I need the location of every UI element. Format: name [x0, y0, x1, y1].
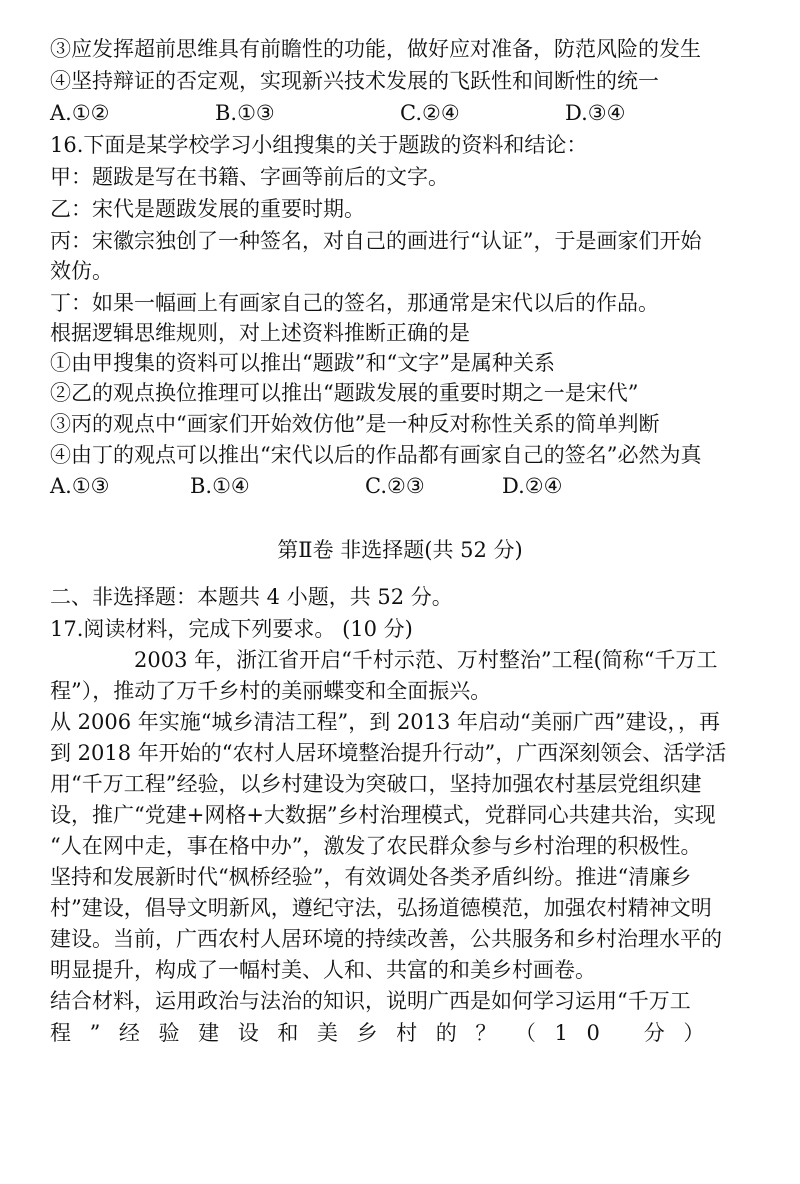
- q17-body-line: 设，推广“党建+网格+大数据”乡村治理模式，党群同心共建共治，实现: [50, 803, 716, 827]
- q17-body-line: 坚持和发展新时代“枫桥经验”，有效调处各类矛盾纠纷。推进“清廉乡: [50, 865, 692, 889]
- q15-item-3: ③应发挥超前思维具有前瞻性的功能，做好应对准备，防范风险的发生: [50, 37, 701, 61]
- q17-task-line2: 程”经验建设和美乡村的？（10 分）: [50, 1021, 723, 1045]
- q16-option-c: C.②③: [365, 474, 425, 498]
- q17-body-line: 建设。当前，广西农村人居环境的持续改善，公共服务和乡村治理水平的: [50, 927, 722, 951]
- q16-question: 根据逻辑思维规则，对上述资料推断正确的是: [50, 321, 470, 345]
- q17-body-line: 用“千万工程”经验，以乡村建设为突破口，坚持加强农村基层党组织建: [50, 772, 702, 796]
- q17-body-line: “人在网中走，事在格中办”，激发了农民群众参与乡村治理的积极性。: [50, 834, 702, 858]
- q16-item-1: ①由甲搜集的资料可以推出“题跋”和“文字”是属种关系: [50, 351, 555, 375]
- q16-option-b: B.①④: [190, 474, 250, 498]
- q17-body-line: 明显提升，构成了一幅村美、人和、共富的和美乡村画卷。: [50, 958, 596, 982]
- section-heading: 二、非选择题：本题共 4 小题，共 52 分。: [50, 585, 453, 609]
- q16-statement-bing: 丙：宋徽宗独创了一种签名，对自己的画进行“认证”，于是画家们开始: [50, 229, 702, 253]
- q17-body-line: 到 2018 年开始的“农村人居环境整治提升行动”，广西深刻领会、活学活: [50, 741, 727, 765]
- q16-option-d: D.②④: [502, 474, 563, 498]
- q16-statement-bing-cont: 效仿。: [50, 259, 113, 283]
- q16-item-2: ②乙的观点换位推理可以推出“题跋发展的重要时期之一是宋代”: [50, 381, 639, 405]
- q15-item-4: ④坚持辩证的否定观，实现新兴技术发展的飞跃性和间断性的统一: [50, 69, 659, 93]
- q16-stem: 16.下面是某学校学习小组搜集的关于题跋的资料和结论：: [50, 133, 588, 157]
- q17-stem: 17.阅读材料，完成下列要求。 (10 分): [50, 617, 413, 641]
- q17-body-line: 村”建设，倡导文明新风，遵纪守法，弘扬道德模范，加强农村精神文明: [50, 896, 712, 920]
- q16-item-4: ④由丁的观点可以推出“宋代以后的作品都有画家自己的签名”必然为真: [50, 443, 702, 467]
- q15-option-b: B.①③: [215, 101, 275, 125]
- q17-task-line1: 结合材料，运用政治与法治的知识，说明广西是如何学习运用“千万工: [50, 989, 691, 1013]
- part2-title: 第Ⅱ卷 非选择题(共 52 分): [277, 538, 523, 562]
- q16-statement-yi: 乙：宋代是题跋发展的重要时期。: [50, 197, 365, 221]
- q15-option-c: C.②④: [400, 101, 460, 125]
- q16-options: [50, 471, 750, 501]
- q15-option-d: D.③④: [565, 101, 626, 125]
- q17-para1-line2: 程”），推动了万千乡村的美丽蝶变和全面振兴。: [50, 679, 492, 703]
- q15-options: [50, 98, 750, 128]
- q17-body-line: 从 2006 年实施“城乡清洁工程”，到 2013 年启动“美丽广西”建设，，再: [50, 710, 721, 734]
- q15-option-a: A.①②: [50, 101, 110, 125]
- q17-para1-line1: 2003 年，浙江省开启“千村示范、万村整治”工程(简称“千万工: [134, 648, 718, 672]
- q16-statement-ding: 丁：如果一幅画上有画家自己的签名，那通常是宋代以后的作品。: [50, 291, 659, 315]
- q16-statement-jia: 甲：题跋是写在书籍、字画等前后的文字。: [50, 165, 449, 189]
- q16-item-3: ③丙的观点中“画家们开始效仿他”是一种反对称性关系的简单判断: [50, 412, 660, 436]
- q16-option-a: A.①③: [50, 474, 110, 498]
